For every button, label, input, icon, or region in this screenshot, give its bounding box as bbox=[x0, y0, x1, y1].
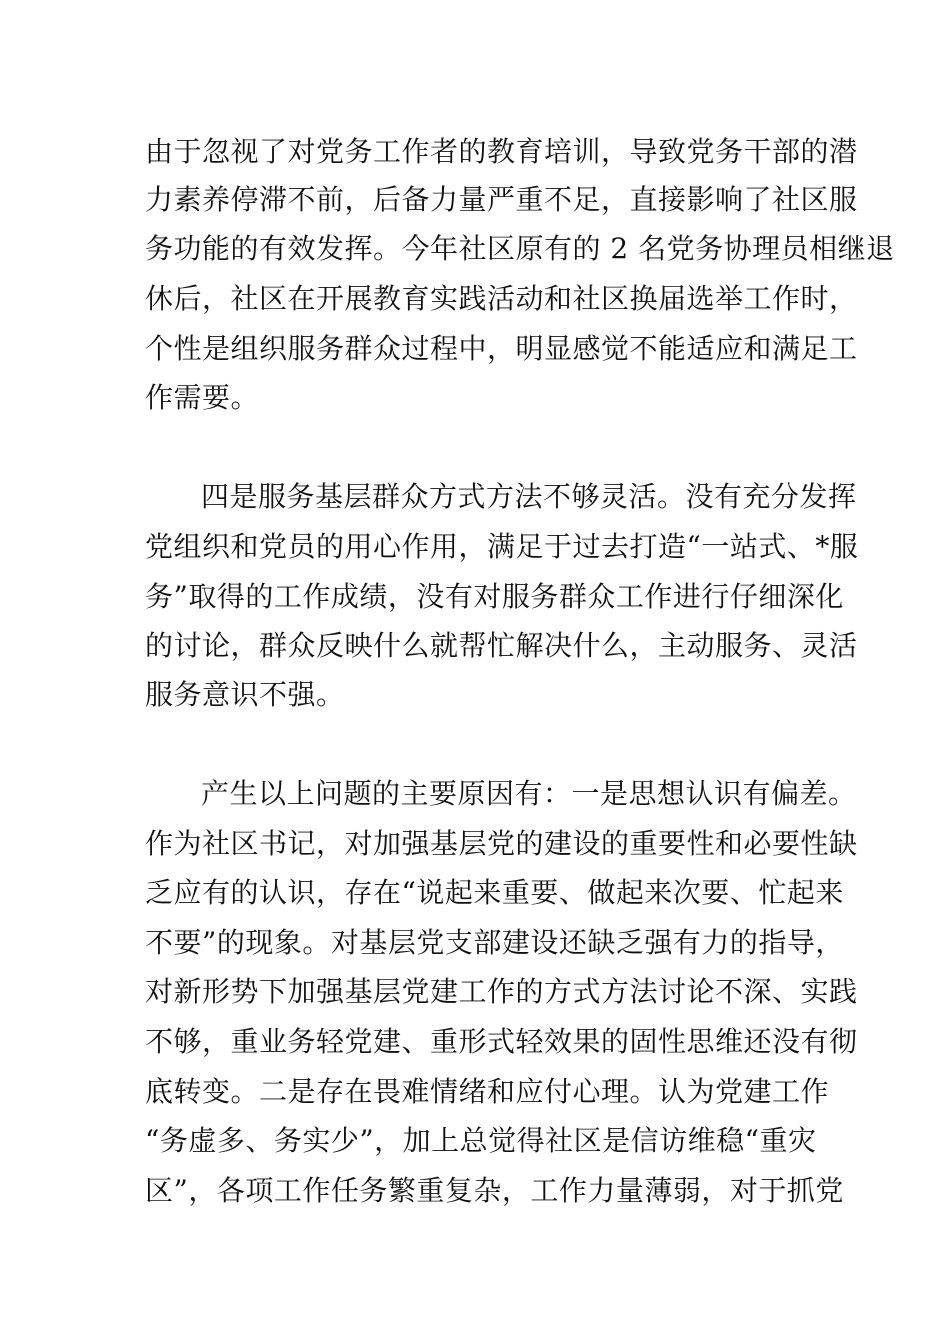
paragraph-2-line-3: 务”取得的工作成绩，没有对服务群众工作进行仔细深化 bbox=[145, 580, 844, 613]
paragraph-3-line-8: “务虚多、务实少”，加上总觉得社区是信访维稳“重灾 bbox=[145, 1124, 817, 1157]
paragraph-1-line-1: 由于忽视了对党务工作者的教育培训，导致党务干部的潜 bbox=[145, 135, 858, 168]
paragraph-2-line-2: 党组织和党员的用心作用，满足于过去打造“一站式、*服 bbox=[145, 530, 859, 563]
paragraph-3-line-4: 不要”的现象。对基层党支部建设还缺乏强有力的指导， bbox=[145, 926, 844, 959]
paragraph-1-line-4: 休后，社区在开展教育实践活动和社区换届选举工作时， bbox=[145, 282, 858, 315]
paragraph-3-line-7: 底转变。二是存在畏难情绪和应付心理。认为党建工作 bbox=[145, 1075, 830, 1108]
paragraph-3-line-9: 区”，各项工作任务繁重复杂，工作力量薄弱，对于抓党 bbox=[145, 1174, 844, 1207]
paragraph-2-line-5: 服务意识不强。 bbox=[145, 678, 345, 711]
paragraph-1-line-2: 力素养停滞不前，后备力量严重不足，直接影响了社区服 bbox=[145, 183, 858, 216]
paragraph-2-line-4: 的讨论，群众反映什么就帮忙解决什么，主动服务、灵活 bbox=[145, 629, 858, 662]
paragraph-2-line-1: 四是服务基层群众方式方法不够灵活。没有充分发挥 bbox=[201, 480, 857, 513]
paragraph-1-line-6: 作需要。 bbox=[145, 381, 260, 414]
paragraph-3-line-5: 对新形势下加强基层党建工作的方式方法讨论不深、实践 bbox=[145, 975, 858, 1008]
paragraph-3-line-6: 不够，重业务轻党建、重形式轻效果的固性思维还没有彻 bbox=[145, 1025, 858, 1058]
paragraph-3-line-1: 产生以上问题的主要原因有：一是思想认识有偏差。 bbox=[201, 777, 857, 810]
paragraph-1-line-5: 个性是组织服务群众过程中，明显感觉不能适应和满足工 bbox=[145, 332, 858, 365]
paragraph-1-line-3: 务功能的有效发挥。今年社区原有的 2 名党务协理员相继退 bbox=[145, 232, 895, 265]
paragraph-3-line-3: 乏应有的认识，存在“说起来重要、做起来次要、忙起来 bbox=[145, 876, 844, 909]
paragraph-3-line-2: 作为社区书记，对加强基层党的建设的重要性和必要性缺 bbox=[145, 827, 858, 860]
